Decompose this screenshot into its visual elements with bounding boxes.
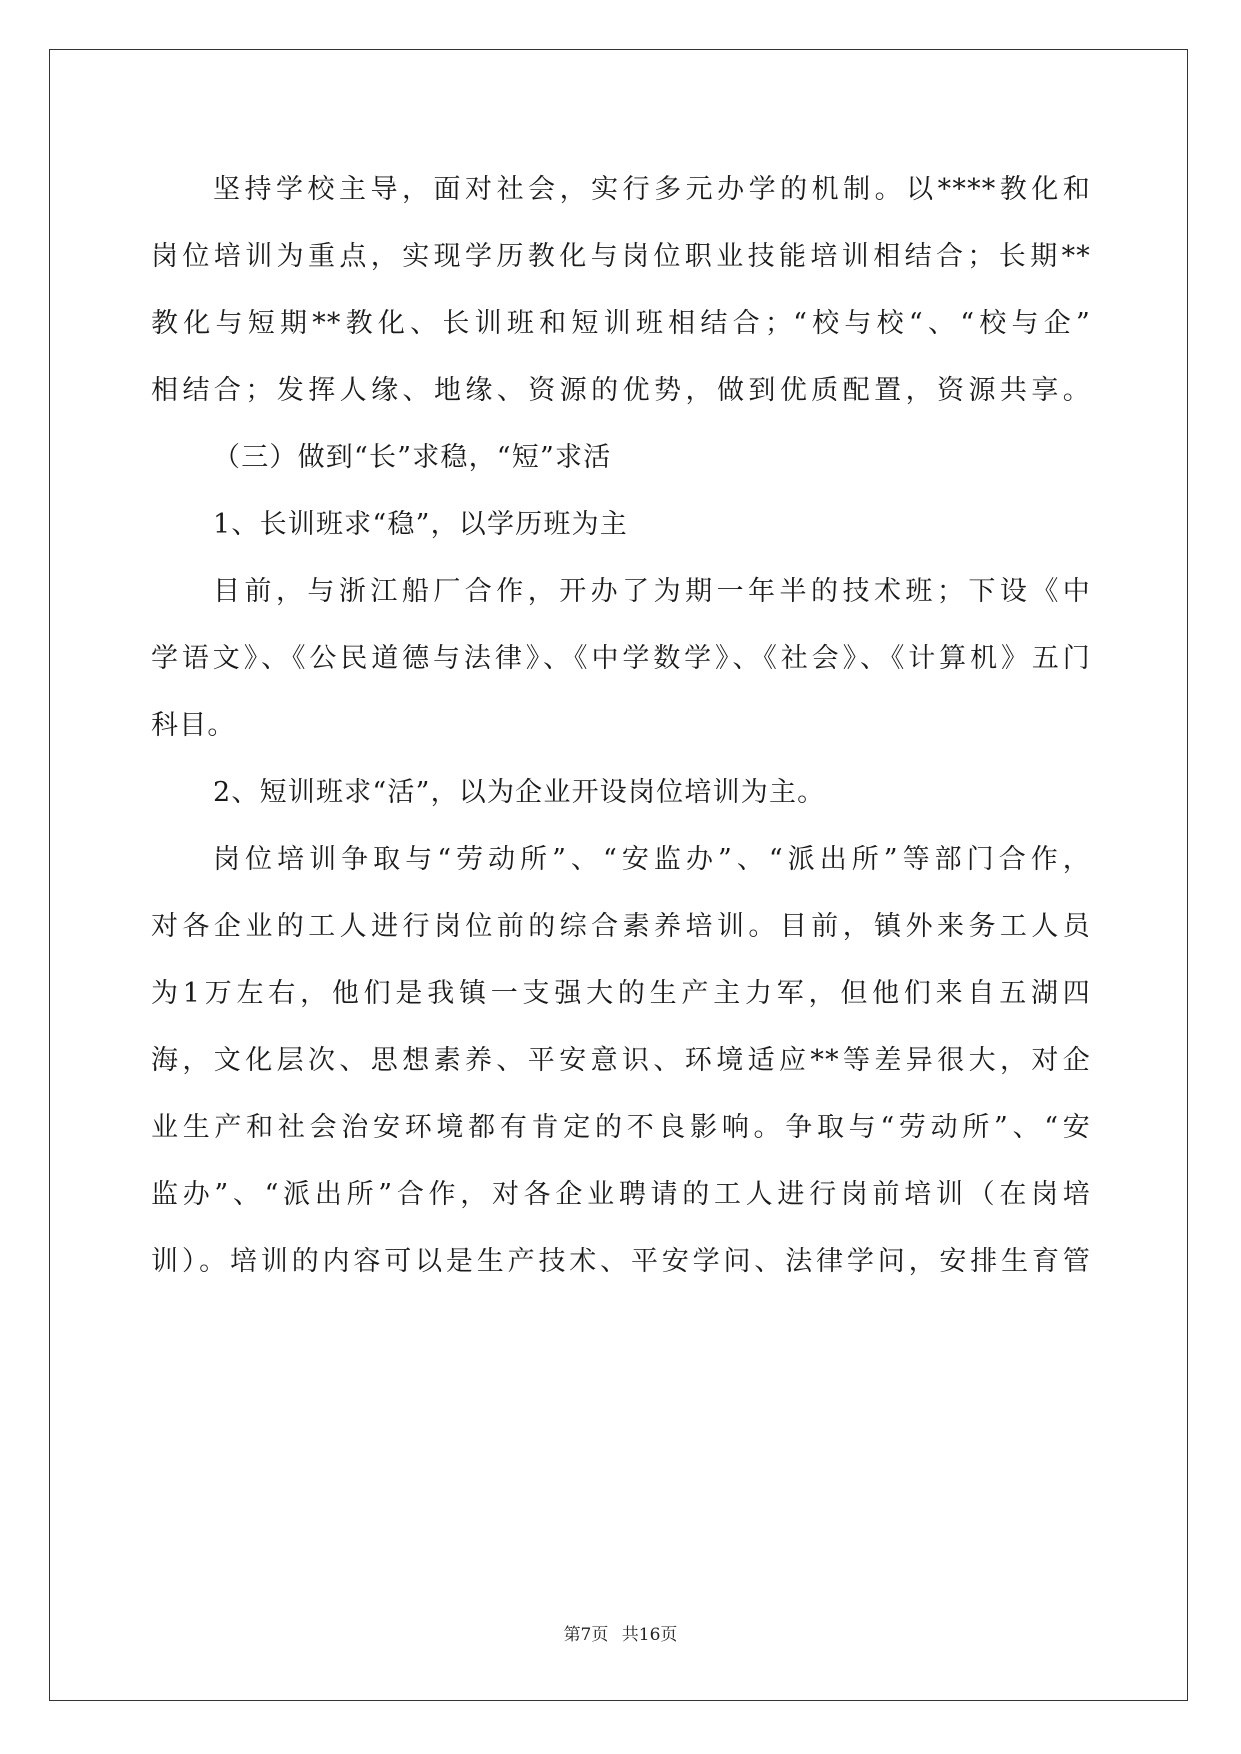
paragraph-line: 岗位培训为重点，实现学历教化与岗位职业技能培训相结合；长期** [151,241,1091,272]
paragraph-line: 训）。培训的内容可以是生产技术、平安学问、法律学问，安排生育管 [151,1246,1091,1277]
page-footer [0,1620,1241,1645]
page-number: 第7页 [563,1625,609,1645]
subsection-heading: 2、短训班求“活”，以为企业开设岗位培训为主。 [213,777,826,808]
paragraph-line: 坚持学校主导，面对社会，实行多元办学的机制。以****教化和 [213,174,1091,205]
paragraph-line: 监办”、“派出所”合作，对各企业聘请的工人进行岗前培训（在岗培 [151,1179,1091,1210]
paragraph-line: 教化与短期**教化、长训班和短训班相结合；“校与校“、“校与企” [151,308,1091,339]
paragraph-line: 相结合；发挥人缘、地缘、资源的优势，做到优质配置，资源共享。 [151,375,1091,406]
page-total: 共16页 [621,1625,678,1645]
section-heading: （三）做到“长”求稳，“短”求活 [213,442,612,473]
paragraph-line: 岗位培训争取与“劳动所”、“安监办”、“派出所”等部门合作， [213,844,1091,875]
subsection-heading: 1、长训班求“稳”，以学历班为主 [213,509,628,540]
paragraph-line: 为1万左右，他们是我镇一支强大的生产主力军，但他们来自五湖四 [151,978,1091,1009]
paragraph-line: 海，文化层次、思想素养、平安意识、环境适应**等差异很大，对企 [151,1045,1091,1076]
document-body [151,156,1091,1295]
paragraph-line: 业生产和社会治安环境都有肯定的不良影响。争取与“劳动所”、“安 [151,1112,1091,1143]
paragraph-line: 科目。 [151,710,236,741]
paragraph-line: 对各企业的工人进行岗位前的综合素养培训。目前，镇外来务工人员 [151,911,1091,942]
paragraph-line: 目前，与浙江船厂合作，开办了为期一年半的技术班；下设《中 [213,576,1091,607]
paragraph-line: 学语文》、《公民道德与法律》、《中学数学》、《社会》、《计算机》五门 [151,643,1091,674]
